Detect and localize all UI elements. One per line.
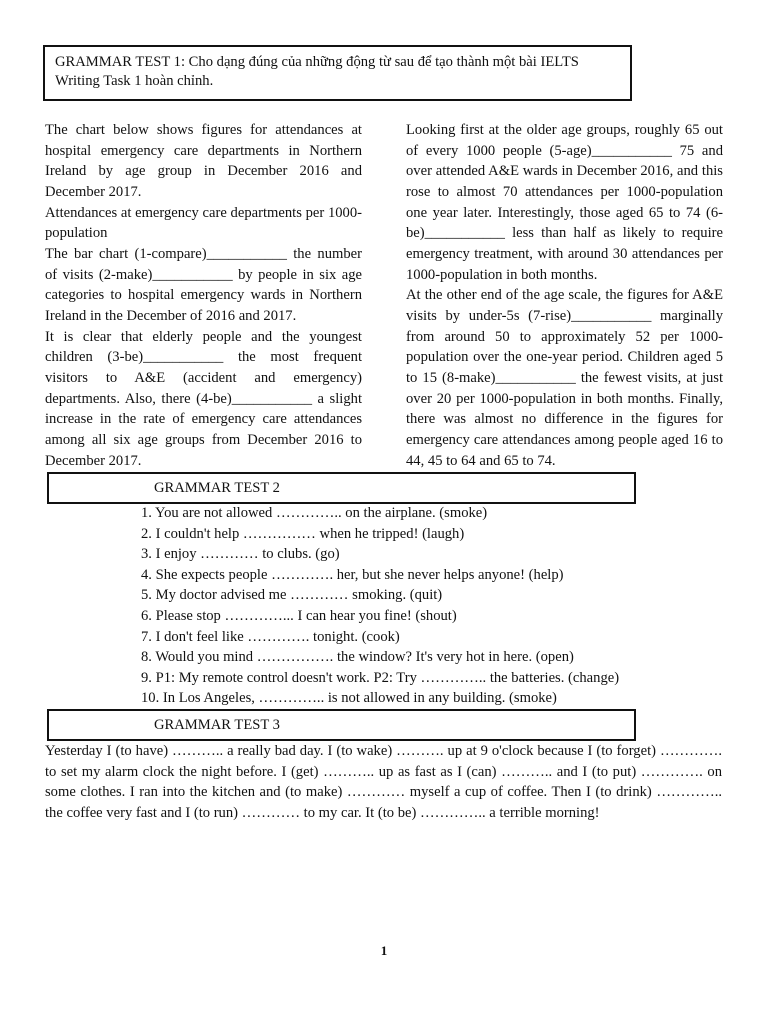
exercise-item: 5. My doctor advised me ………… smoking. (quit)	[141, 587, 443, 604]
grammar-test-2-exercise-list	[141, 503, 661, 709]
test1-right-column	[406, 120, 723, 471]
exercise-item: 8. Would you mind ……………. the window? It's very hot in here. (open)	[141, 649, 574, 666]
test1-younger-groups-paragraph: At the other end of the age scale, the figures for A&E visits by under-5s (7-rise)___________ marginally from around 50 to approximately 52 per 1000-population over the one-year period. Children aged 5 to 15 (8-make)___________ the fewest visits, at just over 20 per 1000-population in both months. Finally, there was almost no difference in the figures for emergency care attendances among people aged 16 to 44, 45 to 64 and 65 to 74.	[406, 287, 723, 469]
grammar-test-3-heading: GRAMMAR TEST 3	[154, 717, 280, 733]
grammar-test-3-heading-box	[47, 709, 636, 741]
test1-overview-paragraph: The bar chart (1-compare)___________ the number of visits (2-make)___________ by people in six age categories to hospital emergency wards in Northern Ireland in the December of 2016 and 2017.	[45, 245, 362, 324]
exercise-item: 2. I couldn't help …………… when he tripped! (laugh)	[141, 525, 465, 542]
exercise-item: 6. Please stop …………... I can hear you fine! (shout)	[141, 607, 457, 624]
grammar-test-3-paragraph: Yesterday I (to have) ……….. a really bad day. I (to wake) ………. up at 9 o'clock because I (to forget) …………. to set my alarm clock the night before. I (get) ……….. up as fast as I (can) ……….. and I (to put) …………. on some clothes. I ran into the kitchen and (to make) ………… myself a cup of coffee. Then I (to drink) ………….. the coffee very fast and I (to run) ………… to my car. It (to be) ………….. a terrible morning!	[45, 743, 722, 822]
exercise-item: 4. She expects people …………. her, but she never helps anyone! (help)	[141, 566, 564, 583]
exercise-item: 9. P1: My remote control doesn't work. P2: Try ………….. the batteries. (change)	[141, 669, 620, 686]
exercise-item: 1. You are not allowed ………….. on the airplane. (smoke)	[141, 505, 488, 521]
grammar-test-1-heading: GRAMMAR TEST 1: Cho dạng đúng của những động từ sau để tạo thành một bài IELTS Writing Task 1 hoàn chỉnh.	[55, 54, 579, 89]
test1-left-column	[45, 120, 362, 471]
test1-summary-paragraph: It is clear that elderly people and the youngest children (3-be)___________ the most frequent visitors to A&E (accident and emergency) departments. Also, there (4-be)___________ a slight increase in the rate of emergency care attendances among all six age groups from December 2016 to December 2017.	[45, 328, 362, 469]
grammar-test-1-heading-box	[43, 45, 632, 101]
grammar-test-2-heading-box	[47, 472, 636, 504]
grammar-test-2-heading: GRAMMAR TEST 2	[154, 480, 280, 496]
exercise-item: 10. In Los Angeles, ………….. is not allowed in any building. (smoke)	[141, 690, 557, 707]
test1-chart-title-paragraph: Attendances at emergency care departments per 1000-population	[45, 204, 362, 242]
test1-intro-paragraph: The chart below shows figures for attendances at hospital emergency care departments in Northern Ireland by age group in December 2016 and December 2017.	[45, 122, 362, 200]
test1-older-groups-paragraph: Looking first at the older age groups, roughly 65 out of every 1000 people (5-age)___________ 75 and over attended A&E wards in December 2016, and this rose to almost 70 attendances per 1000-population one year later. Interestingly, those aged 65 to 74 (6-be)___________ less than half as likely to require emergency treatment, with around 30 attendances per 1000-population in both months.	[406, 122, 723, 283]
page-number: 1	[380, 943, 388, 958]
exercise-item: 7. I don't feel like …………. tonight. (cook)	[141, 628, 400, 645]
exercise-item: 3. I enjoy ………… to clubs. (go)	[141, 546, 340, 563]
